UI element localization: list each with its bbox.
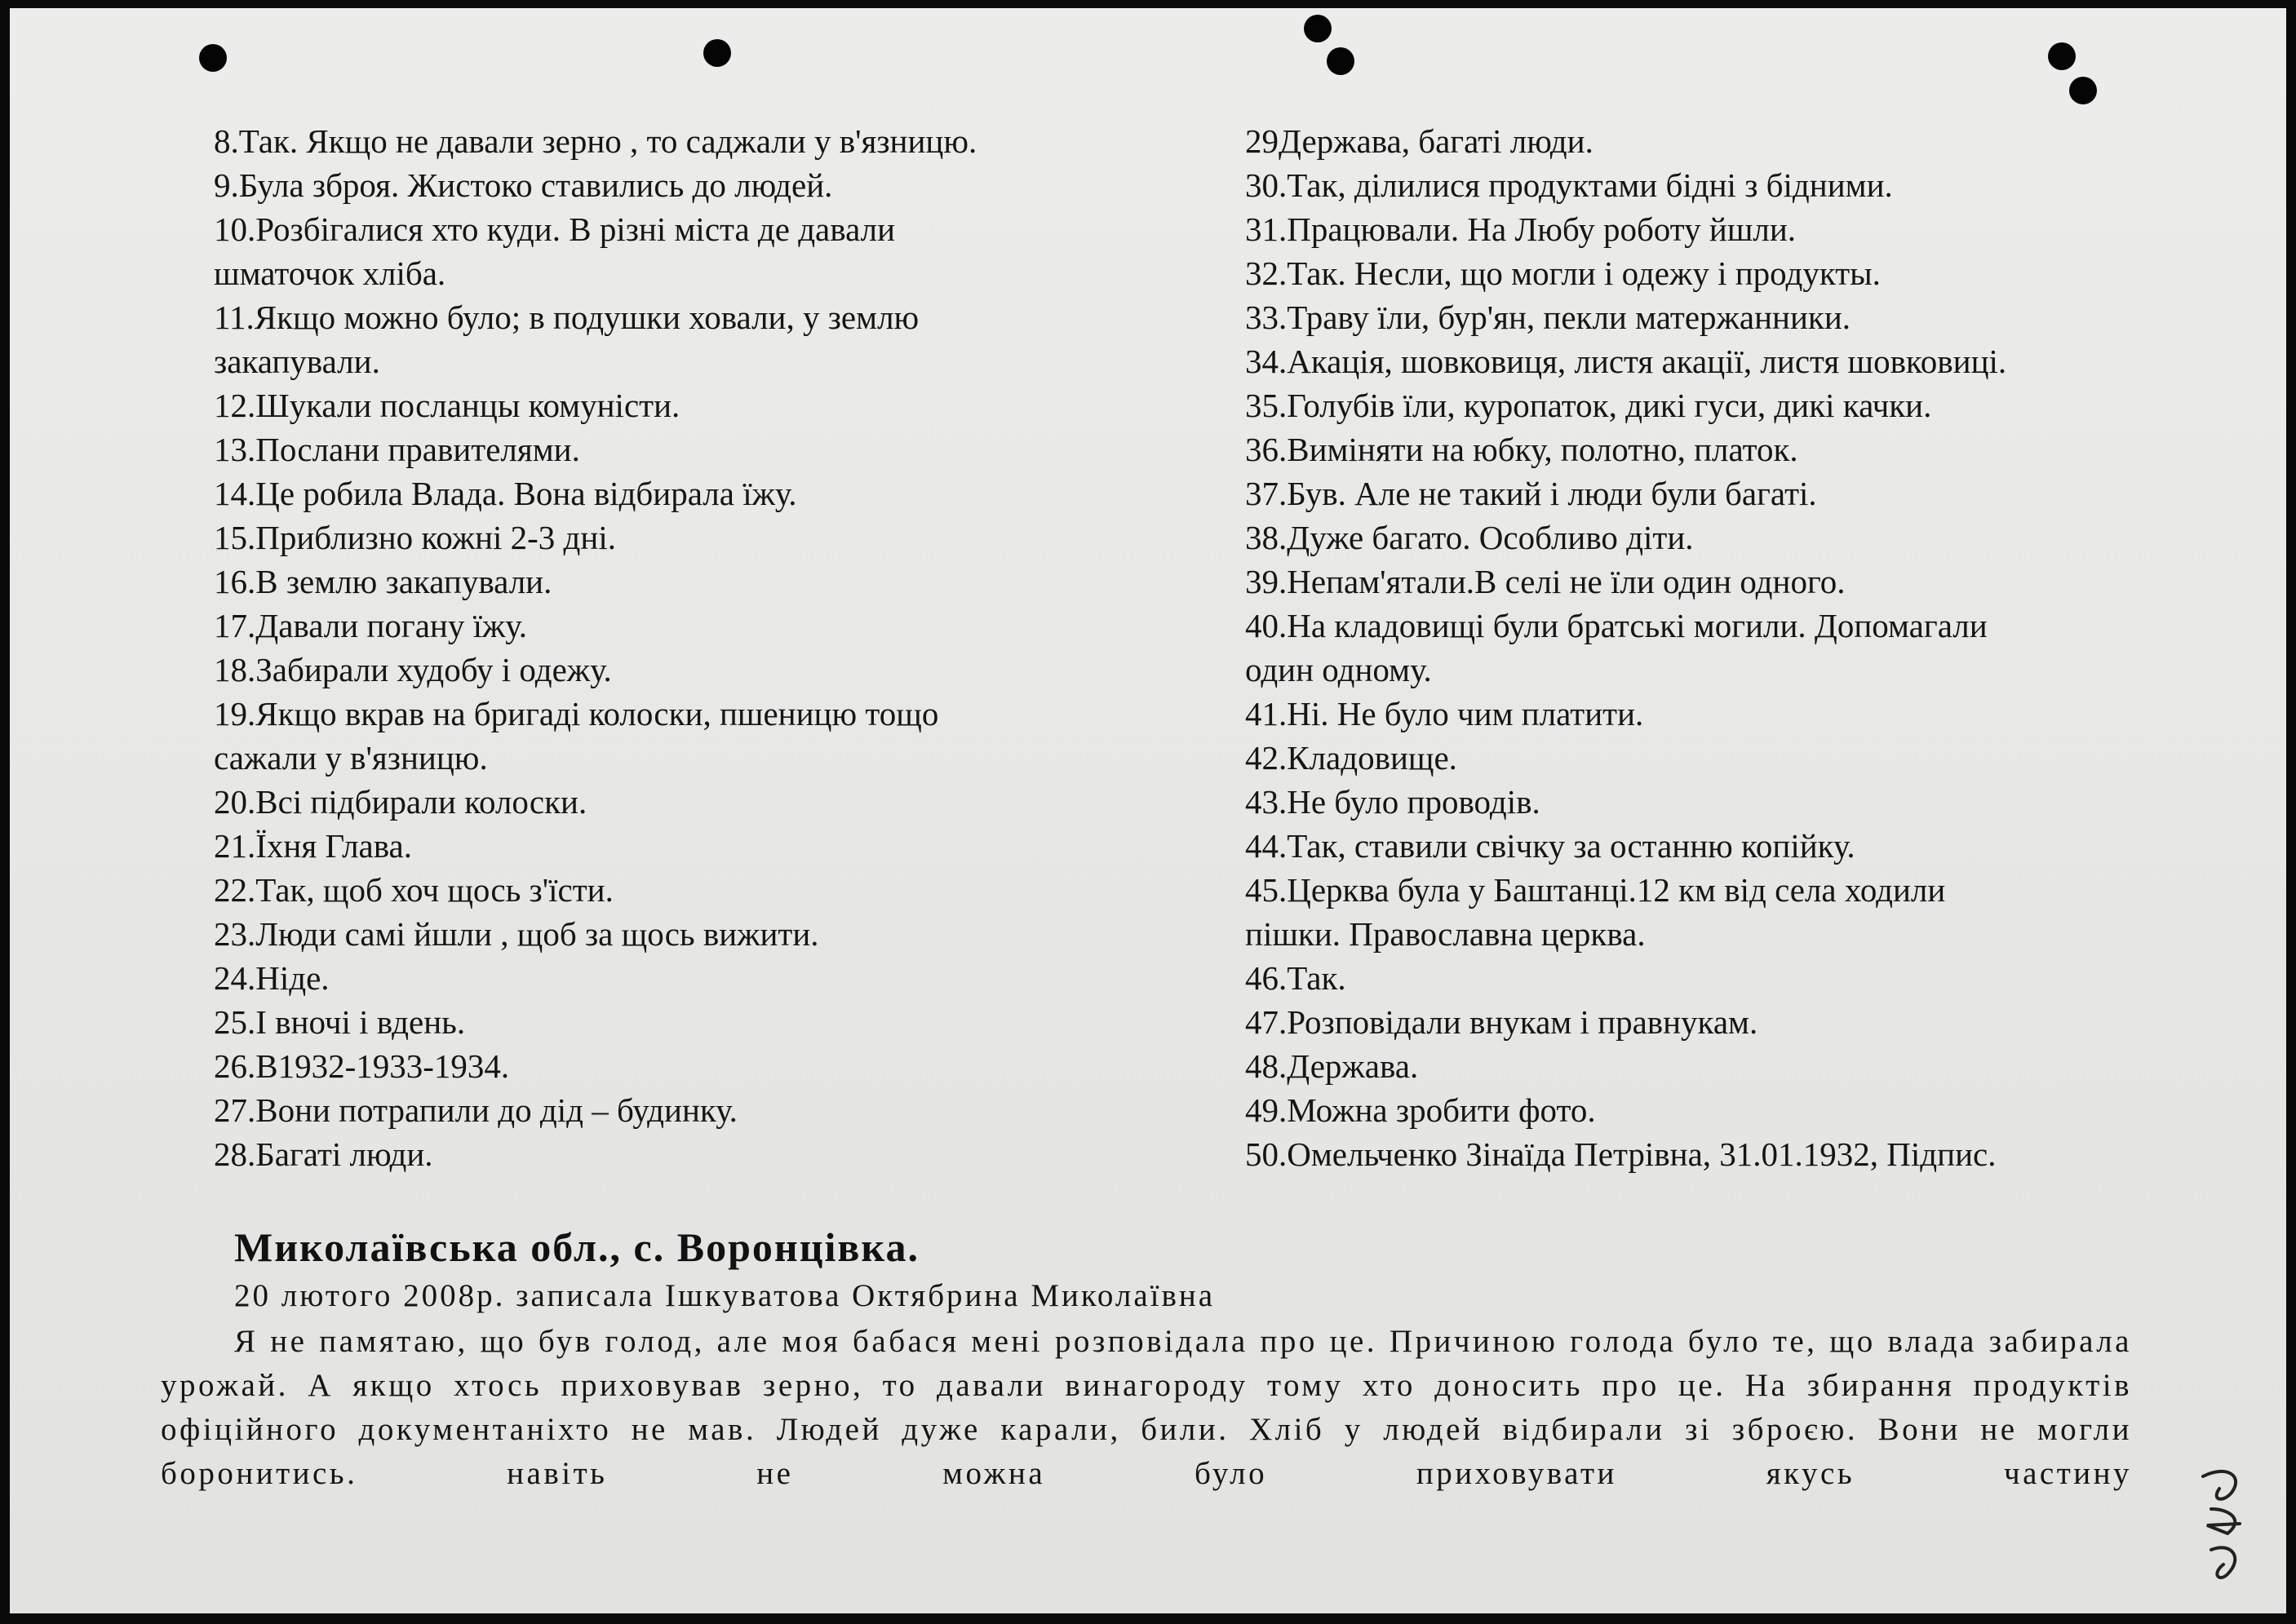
answer-item bbox=[214, 119, 977, 163]
answer-line: 41.Ні. Не було чим платити. bbox=[1245, 695, 1644, 732]
answer-item bbox=[1245, 692, 2006, 736]
answer-item bbox=[214, 868, 977, 912]
answer-line: 26.В1932-1933-1934. bbox=[214, 1047, 510, 1085]
answer-item bbox=[214, 692, 977, 780]
answer-line: 25.І вночі і вдень. bbox=[214, 1003, 466, 1041]
recording-date-line: 20 лютого 2008р. записала Ішкуватова Октябрина Миколаївна bbox=[234, 1278, 1216, 1313]
answer-line: 14.Це робила Влада. Вона відбирала їжу. bbox=[214, 475, 797, 512]
answer-item bbox=[214, 1000, 977, 1044]
answer-item bbox=[214, 1132, 977, 1176]
answer-item bbox=[214, 604, 977, 648]
section-heading: Миколаївська обл., с. Воронцівка. bbox=[234, 1224, 920, 1270]
answer-line: 49.Можна зробити фото. bbox=[1245, 1091, 1596, 1129]
answer-line: 31.Працювали. На Любу роботу йшли. bbox=[1245, 210, 1797, 248]
answer-line: 8.Так. Якщо не давали зерно , то саджали у в'язницю. bbox=[214, 122, 977, 160]
punch-hole bbox=[2048, 42, 2076, 70]
answer-line: 13.Послани правителями. bbox=[214, 431, 580, 468]
answer-item bbox=[214, 956, 977, 1000]
answer-item bbox=[1245, 1000, 2006, 1044]
answer-line: 17.Давали погану їжу. bbox=[214, 607, 527, 644]
answer-item bbox=[214, 383, 977, 427]
answer-line: 27.Вони потрапили до дід – будинку. bbox=[214, 1091, 738, 1129]
answer-item bbox=[214, 648, 977, 692]
answers-right-column bbox=[1245, 119, 2006, 1176]
answer-item bbox=[1245, 780, 2006, 824]
answer-item bbox=[1245, 295, 2006, 339]
answer-line: сажали у в'язницю. bbox=[214, 739, 488, 777]
punch-hole bbox=[199, 44, 227, 72]
answer-item bbox=[1245, 868, 2006, 956]
answer-item bbox=[1245, 207, 2006, 251]
answer-item bbox=[1245, 516, 2006, 560]
answer-line: шматочок хліба. bbox=[214, 254, 446, 292]
answer-line: 9.Була зброя. Жистоко ставились до людей. bbox=[214, 166, 833, 204]
punch-hole bbox=[2069, 77, 2097, 104]
punch-hole bbox=[703, 39, 731, 67]
answer-line: 35.Голубів їли, куропаток, дикі гуси, дикі качки. bbox=[1245, 387, 1932, 424]
answer-item bbox=[1245, 339, 2006, 383]
answer-item bbox=[1245, 824, 2006, 868]
answer-line: 37.Був. Але не такий і люди були багаті. bbox=[1245, 475, 1817, 512]
answer-line: 32.Так. Несли, що могли і одежу і продукты. bbox=[1245, 254, 1881, 292]
answer-line: 39.Непам'ятали.В селі не їли один одного. bbox=[1245, 563, 1846, 600]
answer-item bbox=[214, 780, 977, 824]
answer-line: 24.Ніде. bbox=[214, 959, 330, 997]
answer-item bbox=[1245, 251, 2006, 295]
answer-item bbox=[1245, 471, 2006, 516]
answer-line: 19.Якщо вкрав на бригаді колоски, пшеницю тощо bbox=[214, 695, 939, 732]
answer-line: 45.Церква була у Баштанці.12 км від села ходили bbox=[1245, 871, 1946, 909]
answer-item bbox=[1245, 163, 2006, 207]
answer-line: 42.Кладовище. bbox=[1245, 739, 1457, 777]
answer-line: 18.Забирали худобу і одежу. bbox=[214, 651, 612, 688]
answer-item bbox=[1245, 1132, 2006, 1176]
answer-line: 10.Розбігалися хто куди. В різні міста де давали bbox=[214, 210, 896, 248]
answer-item bbox=[214, 1044, 977, 1088]
answer-item bbox=[1245, 427, 2006, 471]
answer-line: 28.Багаті люди. bbox=[214, 1135, 433, 1173]
answer-item bbox=[214, 427, 977, 471]
answer-item bbox=[214, 471, 977, 516]
answer-item bbox=[214, 912, 977, 956]
answer-item bbox=[214, 824, 977, 868]
answer-line: 36.Виміняти на юбку, полотно, платок. bbox=[1245, 431, 1798, 468]
answer-item bbox=[1245, 1044, 2006, 1088]
answer-item bbox=[1245, 1088, 2006, 1132]
answer-line: 23.Люди самі йшли , щоб за щось вижити. bbox=[214, 915, 819, 953]
answer-line: 22.Так, щоб хоч щось з'їсти. bbox=[214, 871, 614, 909]
answers-left-column bbox=[214, 119, 977, 1176]
answer-line: один одному. bbox=[1245, 651, 1432, 688]
answer-item bbox=[1245, 560, 2006, 604]
answer-line: пішки. Православна церква. bbox=[1245, 915, 1646, 953]
answer-line: 47.Розповідали внукам і правнукам. bbox=[1245, 1003, 1758, 1041]
answer-item bbox=[214, 163, 977, 207]
answer-line: 43.Не було проводів. bbox=[1245, 783, 1540, 821]
answer-line: 40.На кладовищі були братські могили. Допомагали bbox=[1245, 607, 1988, 644]
answer-item bbox=[214, 295, 977, 383]
answer-line: 38.Дуже багато. Особливо діти. bbox=[1245, 519, 1694, 556]
answer-line: 30.Так, ділилися продуктами бідні з бідними. bbox=[1245, 166, 1893, 204]
answer-line: 16.В землю закапували. bbox=[214, 563, 552, 600]
answer-line: 20.Всі підбирали колоски. bbox=[214, 783, 587, 821]
answer-line: 15.Приблизно кожні 2-3 дні. bbox=[214, 519, 617, 556]
answer-line: закапували. bbox=[214, 343, 380, 380]
answer-item bbox=[214, 560, 977, 604]
answer-item bbox=[1245, 736, 2006, 780]
answer-item bbox=[1245, 956, 2006, 1000]
answer-line: 48.Держава. bbox=[1245, 1047, 1419, 1085]
answer-line: 12.Шукали посланцы комуністи. bbox=[214, 387, 680, 424]
answer-line: 33.Траву їли, бур'ян, пекли матержанники. bbox=[1245, 299, 1851, 336]
handwritten-page-number bbox=[2187, 1460, 2260, 1599]
answer-line: 21.Їхня Глава. bbox=[214, 827, 412, 865]
answer-item bbox=[214, 516, 977, 560]
answer-line: 11.Якщо можно було; в подушки ховали, у землю bbox=[214, 299, 920, 336]
punch-hole bbox=[1327, 47, 1354, 75]
testimony-paragraph: Я не памятаю, що був голод, але моя бабася мені розповідала про це. Причиною голода було те, що влада забирала урожай. А якщо хтось приховував зерно, то давали винагороду тому хто доносить про це. На збирання продуктів офіційного документаніхто не мав. Людей дуже карали, били. Хліб у людей відбирали зі зброєю. Вони не могли боронитись. навіть не можна було приховувати якусь частину bbox=[161, 1324, 2132, 1491]
answer-line: 50.Омельченко Зінаїда Петрівна, 31.01.1932, Підпис. bbox=[1245, 1135, 1997, 1173]
answer-line: 46.Так. bbox=[1245, 959, 1346, 997]
punch-hole bbox=[1304, 15, 1332, 42]
answer-item bbox=[1245, 383, 2006, 427]
answer-line: 34.Акація, шовковиця, листя акації, листя шовковиці. bbox=[1245, 343, 2007, 380]
answer-line: 44.Так, ставили свічку за останню копійку. bbox=[1245, 827, 1855, 865]
answer-item bbox=[214, 207, 977, 295]
answer-item bbox=[1245, 604, 2006, 692]
answer-line: 29Держава, багаті люди. bbox=[1245, 122, 1593, 160]
answer-item bbox=[214, 1088, 977, 1132]
answer-item bbox=[1245, 119, 2006, 163]
